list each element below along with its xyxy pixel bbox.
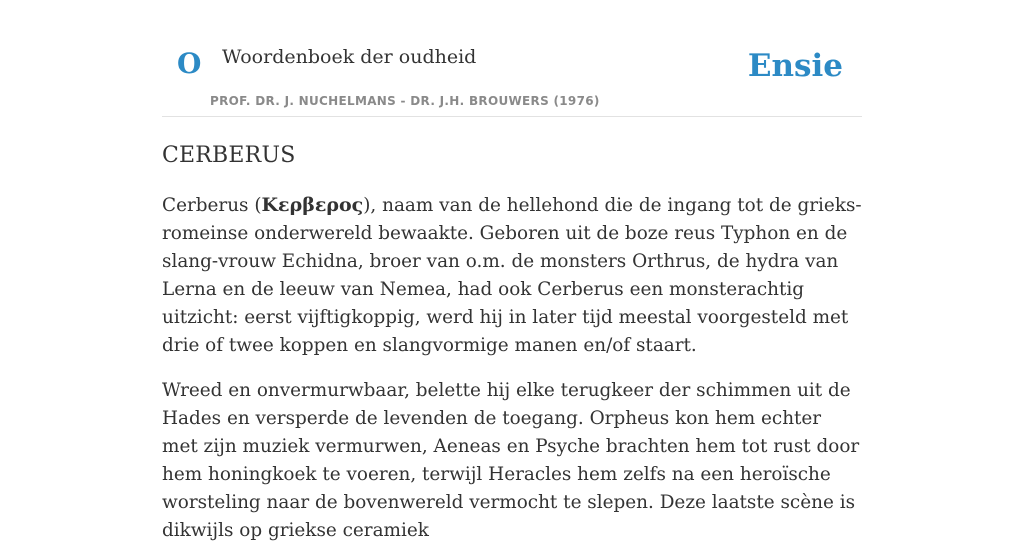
entry-paragraph-1 — [162, 191, 862, 360]
dictionary-authors: PROF. DR. J. NUCHELMANS - DR. J.H. BROUWERS (1976) — [210, 94, 600, 108]
paragraph-1-body: ), naam van de hellehond die de ingang tot de grieks-romeinse onderwereld bewaakte. Geboren uit de boze reus Typhon en de slang-vrouw Echidna, broer van o.m. de monsters Orthrus, de hydra van Lerna en de leeuw van Nemea, had ook Cerberus een monsterachtig uitzicht: eerst vijftigkoppig, werd hij in later tijd meestal voorgesteld met drie of twee koppen en slangvormige manen en/of staart. — [162, 195, 862, 357]
greek-term: Κερβερος — [261, 194, 364, 217]
dictionary-title[interactable]: Woordenboek der oudheid — [222, 46, 477, 68]
entry-paragraph-2: Wreed en onvermurwbaar, belette hij elke terugkeer der schimmen uit de Hades en versperde de levenden de toegang. Orpheus kon hem echter met zijn muziek vermurwen, Aeneas en Psyche brachten hem tot rust door hem honingkoek te voeren, terwijl Heracles hem zelfs na een heroïsche worsteling naar de bovenwereld vermocht te slepen. Deze laatste scène is dikwijls op griekse ceramiek — [162, 380, 860, 542]
dictionary-letter[interactable]: O — [177, 47, 202, 80]
page — [162, 0, 862, 542]
dictionary-header — [162, 0, 862, 117]
entry-title: CERBERUS — [162, 143, 296, 168]
ensie-logo-link[interactable]: Ensie — [747, 48, 843, 84]
paragraph-1-intro: Cerberus ( — [162, 195, 262, 217]
entry-content — [162, 191, 862, 545]
